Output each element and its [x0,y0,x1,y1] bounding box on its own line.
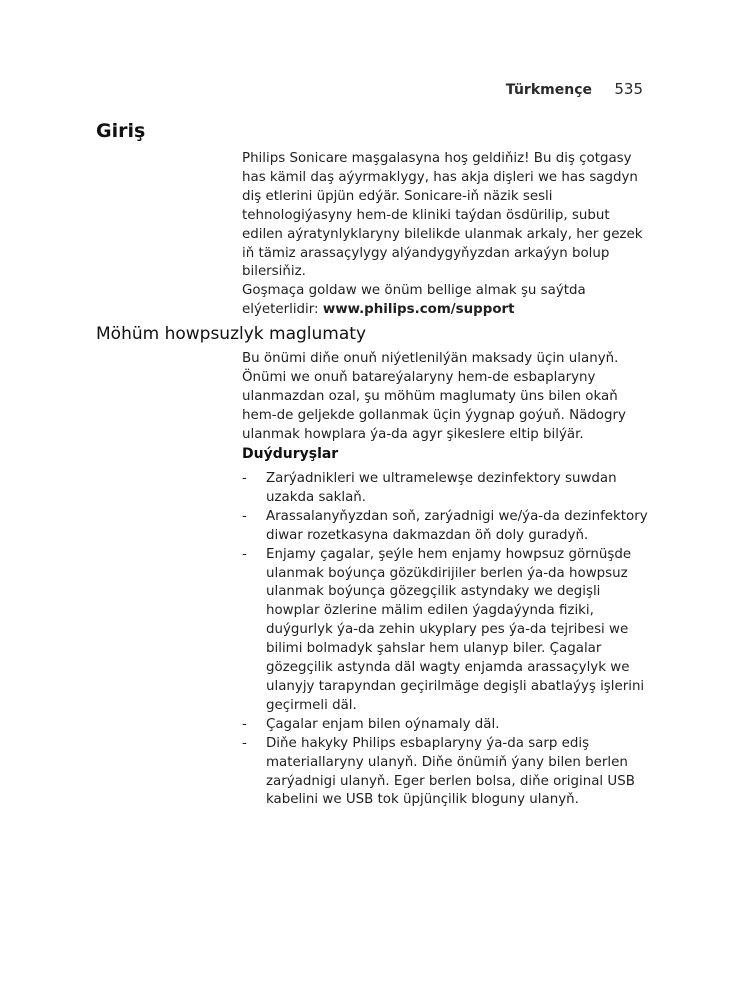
warning-item [242,546,652,716]
warning-text: Enjamy çagalar, şeýle hem enjamy howpsuz görnüşde ulanmak boýunça gözükdirijiler berlen ýa-da howpsuz ulanmak boýunça gözegçilik astyndaky we degişli howplar özlerine mälim edilen ýagdaýynda fiziki, duýgurlyk ýa-da zehin ukyplary pes ýa-da tejribesi we bilimi bolmadyk şahslar hem ulanyp biler. Çagalar gözegçilik astynda däl wagty enjamda arassaçylyk we ulanyjy tarapyndan geçirilmäge degişli abatlaýyş işlerini geçirmeli däl. [266,546,645,713]
safety-heading: Möhüm howpsuzlyk maglumaty [96,324,367,344]
warning-item [242,716,652,735]
safety-section [242,350,652,445]
warning-text: Çagalar enjam bilen oýnamaly däl. [266,716,500,732]
intro-section [242,150,652,320]
bullet-dash: - [242,471,247,486]
warnings-heading: Duýduryşlar [242,446,339,462]
intro-heading: Giriş [96,120,146,142]
page-number: 535 [614,80,643,98]
warning-text: Diňe hakyky Philips esbaplaryny ýa-da sarp ediş materiallaryny ulanyň. Diňe önümiň ýany bilen berlen zarýadnigi ulanyň. Eger berlen bolsa, diňe original USB kabelini we USB tok üpjünçilik bloguny ulanyň. [266,735,635,808]
warning-text: Arassalanyňyzdan soň, zarýadnigi we/ýa-da dezinfektory diwar rozetkasyna dakmazdan öň doly guradyň. [266,508,648,543]
language-label: Türkmençe [505,82,592,98]
page-header [0,82,739,102]
intro-paragraph: Philips Sonicare maşgalasyna hoş geldiňiz! Bu diş çotgasy has kämil daş aýyrmaklygy, has akja dişleri we has sagdyn diş etlerini üpjün edýär. Sonicare-iň näzik sesli tehnologiýasyny hem-de kliniki taýdan ösdürilip, subut edilen aýratynlyklaryny bilelikde ulanmak arkaly, her gezek iň tämiz arassaçylygy alýandygyňyzdan arkaýyn bolup bilersiňiz. [242,151,643,280]
warning-text: Zarýadnikleri we ultramelewşe dezinfektory suwdan uzakda saklaň. [266,471,617,505]
bullet-dash: - [242,735,247,751]
support-paragraph [242,282,652,320]
warning-item [242,735,652,811]
bullet-dash: - [242,508,247,524]
safety-paragraph: Bu önümi diňe onuň niýetlenilýän maksady üçin ulanyň. Önümi we onuň batareýalaryny hem-de esbaplaryny ulanmazdan ozal, şu möhüm maglumaty üns bilen okaň hem-de geljekde gollanmak üçin ýygnap goýuň. Nädogry ulanmak howplara ýa-da agyr şikeslere eltip bilýär. [242,351,626,442]
warning-item [242,470,652,508]
bullet-dash: - [242,716,247,732]
support-url-link[interactable]: www.philips.com/support [322,302,515,318]
warning-item [242,508,652,546]
bullet-dash: - [242,546,247,562]
support-text: Goşmaça goldaw we önüm bellige almak şu saýtda elýeterlidir: [242,283,586,318]
warnings-list [242,470,652,810]
